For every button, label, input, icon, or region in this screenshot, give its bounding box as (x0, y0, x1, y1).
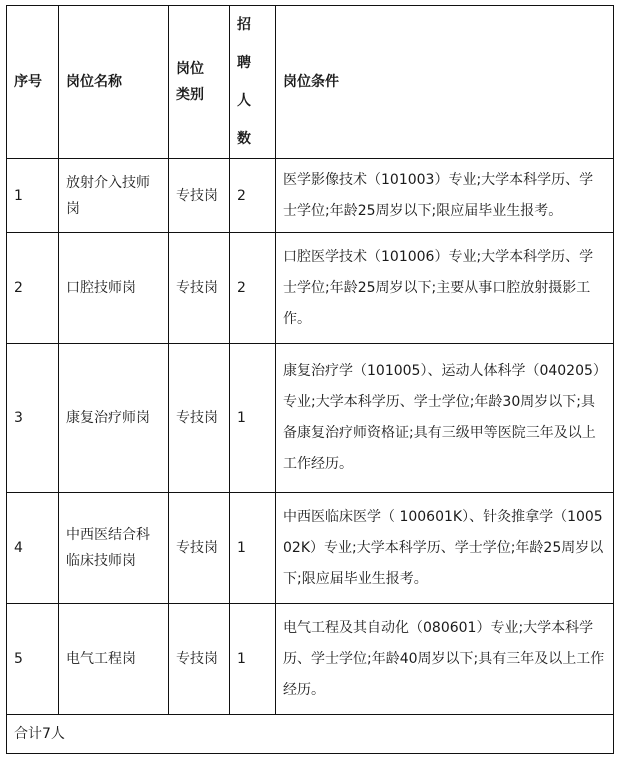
cell-conditions: 医学影像技术（101003）专业;大学本科学历、学士学位;年龄25周岁以下;限应届毕业生报考。 (276, 159, 614, 233)
cell-position-name: 康复治疗师岗 (59, 344, 169, 493)
table-row (7, 344, 614, 493)
table-row (7, 159, 614, 233)
header-seq: 序号 (7, 6, 59, 159)
cell-position-name: 中西医结合科临床技师岗 (59, 493, 169, 604)
cell-conditions: 电气工程及其自动化（080601）专业;大学本科学历、学士学位;年龄40周岁以下;具有三年及以上工作经历。 (276, 604, 614, 715)
cell-category: 专技岗 (169, 604, 230, 715)
cell-category: 专技岗 (169, 493, 230, 604)
cell-seq: 3 (7, 344, 59, 493)
table-row (7, 233, 614, 344)
table-row (7, 604, 614, 715)
cell-count: 1 (230, 604, 276, 715)
header-recruit-count (230, 6, 276, 159)
cell-count: 2 (230, 159, 276, 233)
cell-position-name: 放射介入技师岗 (59, 159, 169, 233)
header-conditions: 岗位条件 (276, 6, 614, 159)
cell-category: 专技岗 (169, 344, 230, 493)
cell-seq: 1 (7, 159, 59, 233)
cell-seq: 2 (7, 233, 59, 344)
total-count: 合计7人 (7, 715, 614, 754)
cell-conditions: 康复治疗学（101005）、运动人体科学（040205）专业;大学本科学历、学士学位;年龄30周岁以下;具备康复治疗师资格证;具有三级甲等医院三年及以上工作经历。 (276, 344, 614, 493)
cell-conditions: 中西医临床医学（ 100601K）、针灸推拿学（100502K）专业;大学本科学历、学士学位;年龄25周岁以下;限应届毕业生报考。 (276, 493, 614, 604)
cell-seq: 4 (7, 493, 59, 604)
header-position-category-text: 岗位类别 (176, 61, 204, 103)
header-position-name: 岗位名称 (59, 6, 169, 159)
cell-count: 2 (230, 233, 276, 344)
cell-count: 1 (230, 344, 276, 493)
cell-category: 专技岗 (169, 159, 230, 233)
table-total-row (7, 715, 614, 754)
job-positions-table (6, 5, 614, 754)
cell-count: 1 (230, 493, 276, 604)
header-recruit-count-text: 招聘人数 (237, 17, 251, 147)
cell-category: 专技岗 (169, 233, 230, 344)
cell-position-name: 电气工程岗 (59, 604, 169, 715)
cell-seq: 5 (7, 604, 59, 715)
cell-conditions: 口腔医学技术（101006）专业;大学本科学历、学士学位;年龄25周岁以下;主要从事口腔放射摄影工作。 (276, 233, 614, 344)
table-header-row (7, 6, 614, 159)
header-position-category (169, 6, 230, 159)
cell-position-name: 口腔技师岗 (59, 233, 169, 344)
table-row (7, 493, 614, 604)
